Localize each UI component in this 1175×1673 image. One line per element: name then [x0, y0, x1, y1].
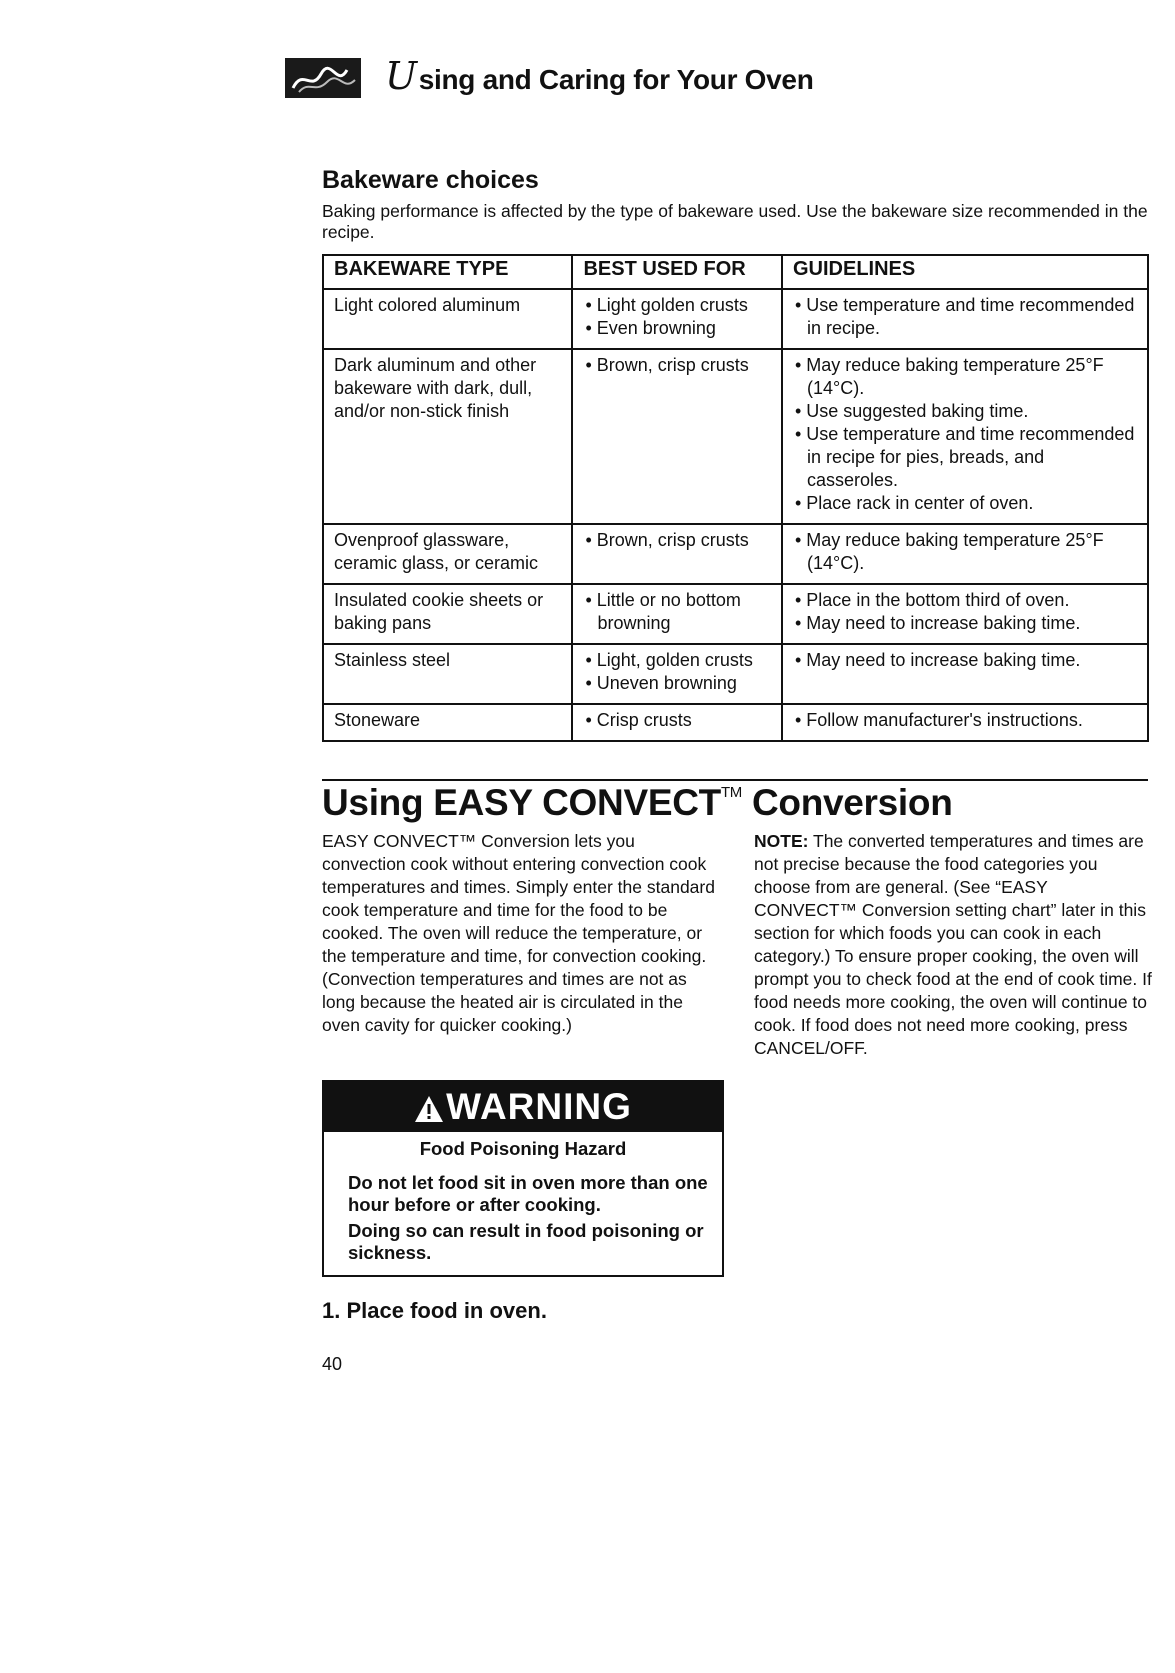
guidelines-cell — [782, 289, 1148, 349]
convect-title-end: Conversion — [742, 782, 953, 823]
section-divider — [322, 779, 1148, 781]
column-header: GUIDELINES — [782, 255, 1148, 289]
best-used-for-cell — [572, 644, 782, 704]
page-header — [285, 52, 985, 102]
bakeware-type-cell: Stainless steel — [323, 644, 572, 704]
bakeware-table — [322, 254, 1149, 742]
bullet-item: • Use temperature and time recommended in recipe for pies, breads, and casseroles. — [794, 424, 1135, 490]
warning-label: WARNING — [446, 1086, 632, 1127]
bakeware-type-cell: Stoneware — [323, 704, 572, 741]
column-header: BAKEWARE TYPE — [323, 255, 572, 289]
step-1: 1. Place food in oven. — [322, 1298, 547, 1323]
table-row — [323, 584, 1148, 644]
best-used-for-cell — [572, 289, 782, 349]
bakeware-section — [322, 166, 1152, 243]
warning-box — [322, 1080, 724, 1277]
bakeware-type-cell: Light colored aluminum — [323, 289, 572, 349]
warning-heading: Food Poisoning Hazard — [419, 1138, 627, 1159]
bakeware-type-cell: Dark aluminum and other bakeware with dark, dull, and/or non-stick finish — [323, 349, 572, 524]
bullet-item: • Crisp crusts — [585, 710, 692, 730]
brand-logo-icon — [285, 58, 361, 98]
guidelines-cell — [782, 644, 1148, 704]
guidelines-cell — [782, 349, 1148, 524]
header-script-letter: U — [385, 54, 417, 98]
best-used-for-cell — [572, 349, 782, 524]
convect-left-column — [322, 830, 722, 1037]
bakeware-type-cell: Ovenproof glassware, ceramic glass, or ceramic — [323, 524, 572, 584]
table-row — [323, 644, 1148, 704]
bakeware-type-cell: Insulated cookie sheets or baking pans — [323, 584, 572, 644]
best-used-for-cell — [572, 584, 782, 644]
bullet-item: • Use temperature and time recommended in recipe. — [794, 295, 1135, 338]
table-header-row — [323, 255, 1148, 289]
best-used-for-cell — [572, 524, 782, 584]
bullet-item: • Use suggested baking time. — [794, 401, 1029, 421]
bakeware-title: Bakeware choices — [322, 166, 539, 194]
header-title-text: sing and Caring for Your Oven — [418, 64, 814, 95]
convect-title-main: Using EASY CONVECT — [322, 782, 721, 823]
guidelines-cell — [782, 584, 1148, 644]
convect-note — [754, 830, 1154, 1060]
table-row — [323, 704, 1148, 741]
guidelines-cell — [782, 704, 1148, 741]
bullet-item: • Light, golden crusts — [585, 650, 753, 670]
note-label: NOTE: — [754, 831, 809, 851]
column-header: BEST USED FOR — [572, 255, 782, 289]
bullet-item: • May need to increase baking time. — [794, 650, 1081, 670]
bullet-item: • May reduce baking temperature 25°F (14°C). — [794, 355, 1104, 398]
warning-triangle-icon — [414, 1095, 444, 1123]
warning-line-2: Doing so can result in food poisoning or sickness. — [348, 1220, 704, 1263]
bullet-item: • May reduce baking temperature 25°F (14°C). — [794, 530, 1104, 573]
table-row — [323, 289, 1148, 349]
trademark-mark: TM — [720, 784, 742, 801]
warning-line-1: Do not let food sit in oven more than one hour before or after cooking. — [348, 1172, 708, 1215]
bullet-item: • Even browning — [585, 318, 716, 338]
bullet-item: • Follow manufacturer's instructions. — [794, 710, 1083, 730]
bullet-item: • Brown, crisp crusts — [585, 355, 749, 375]
guidelines-cell — [782, 524, 1148, 584]
best-used-for-cell — [572, 704, 782, 741]
page-number: 40 — [322, 1354, 343, 1374]
bakeware-intro: Baking performance is affected by the type of bakeware used. Use the bakeware size recommended in the recipe. — [322, 201, 1148, 242]
bullet-item: • Uneven browning — [585, 673, 737, 693]
bullet-item: • Brown, crisp crusts — [585, 530, 749, 550]
bullet-item: • Little or no bottom browning — [585, 590, 741, 633]
table-row — [323, 524, 1148, 584]
bullet-item: • Place rack in center of oven. — [794, 493, 1034, 513]
convect-right-column — [754, 830, 1154, 1060]
table-row — [323, 349, 1148, 524]
bullet-item: • May need to increase baking time. — [794, 613, 1081, 633]
convect-title — [322, 782, 953, 824]
warning-banner — [324, 1082, 722, 1132]
bullet-item: • Light golden crusts — [585, 295, 748, 315]
note-text: The converted temperatures and times are not precise because the food categories you choose from are general. (See “EASY CONVECT™ Conversion setting chart” later in this section for which foods you can cook in each category.) To ensure proper cooking, the oven will prompt you to check food at the end of cook time. If food needs more cooking, the oven will continue to cook. If food does not need more cooking, press CANCEL/OFF. — [754, 831, 1152, 1058]
bullet-item: • Place in the bottom third of oven. — [794, 590, 1070, 610]
header-title — [385, 54, 814, 98]
convect-description: EASY CONVECT™ Conversion lets you convection cook without entering convection cook temperatures and times. Simply enter the standard cook temperature and time for the food to be cooked. The oven will reduce the temperature, or the temperature and time, for convection cooking. (Convection temperatures and times are not as long because the heated air is circulated in the oven cavity for quicker cooking.) — [322, 831, 715, 1035]
